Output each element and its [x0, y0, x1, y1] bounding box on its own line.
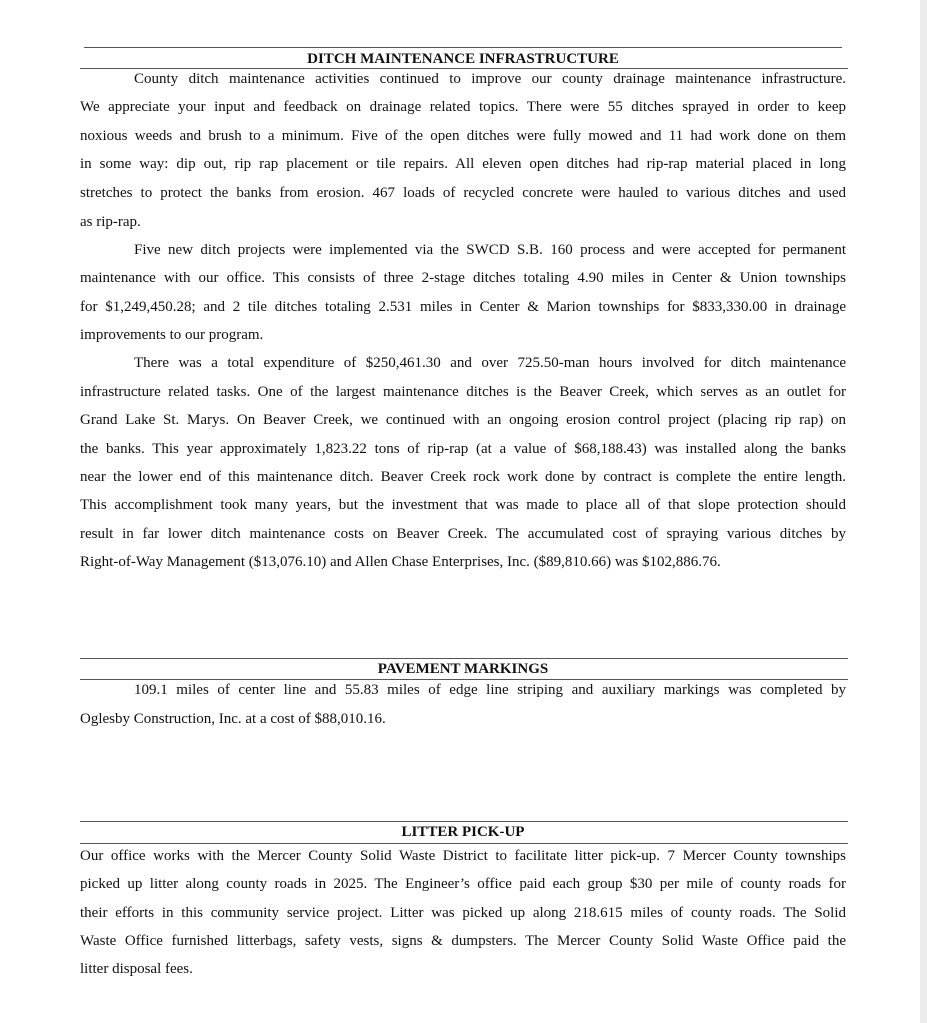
paragraph-line: litter disposal fees.: [80, 961, 193, 977]
paragraph-line: as rip-rap.: [80, 214, 141, 230]
paragraph-line: There was a total expenditure of $250,461.30 and over 725.50-man hours involved for ditch maintenance: [134, 355, 846, 371]
paragraph-line: This accomplishment took many years, but the investment that was made to place all of that slope protection should: [80, 497, 846, 513]
paragraph-line: Oglesby Construction, Inc. at a cost of $88,010.16.: [80, 711, 386, 727]
paragraph-line: 109.1 miles of center line and 55.83 miles of edge line striping and auxiliary markings was completed by: [134, 682, 846, 698]
paragraph-line: improvements to our program.: [80, 327, 264, 343]
paragraph-line: near the lower end of this maintenance ditch. Beaver Creek rock work done by contract is complete the entire length.: [80, 469, 846, 485]
section-rule: [80, 658, 848, 659]
paragraph-line: for $1,249,450.28; and 2 tile ditches totaling 2.531 miles in Center & Marion townships for $833,330.00 in drainage: [80, 299, 846, 315]
paragraph-line: noxious weeds and brush to a minimum. Five of the open ditches were fully mowed and 11 had work done on them: [80, 128, 846, 144]
paragraph-line: Five new ditch projects were implemented via the SWCD S.B. 160 process and were accepted for permanent: [134, 242, 846, 258]
paragraph-line: Grand Lake St. Marys. On Beaver Creek, we continued with an ongoing erosion control project (placing rip rap) on: [80, 412, 846, 428]
section-heading-pavement: PAVEMENT MARKINGS: [377, 661, 549, 677]
paragraph-line: We appreciate your input and feedback on drainage related topics. There were 55 ditches sprayed in order to keep: [80, 99, 846, 115]
paragraph-line: Waste Office furnished litterbags, safety vests, signs & dumpsters. The Mercer County Solid Waste Office paid the: [80, 933, 846, 949]
paragraph-line: County ditch maintenance activities continued to improve our county drainage maintenance infrastructure.: [134, 71, 846, 87]
paragraph-line: picked up litter along county roads in 2025. The Engineer’s office paid each group $30 per mile of county roads for: [80, 876, 846, 892]
paragraph-line: result in far lower ditch maintenance costs on Beaver Creek. The accumulated cost of spraying various ditches by: [80, 526, 846, 542]
scrollbar-track[interactable]: [920, 0, 927, 1023]
paragraph-line: the banks. This year approximately 1,823.22 tons of rip-rap (at a value of $68,188.43) was installed along the banks: [80, 441, 846, 457]
paragraph-line: stretches to protect the banks from erosion. 467 loads of recycled concrete were hauled to various ditches and used: [80, 185, 846, 201]
section-rule: [80, 843, 848, 844]
section-heading-litter: LITTER PICK-UP: [401, 824, 525, 840]
paragraph-line: Our office works with the Mercer County Solid Waste District to facilitate litter pick-up. 7 Mercer County townships: [80, 848, 846, 864]
paragraph-line: infrastructure related tasks. One of the largest maintenance ditches is the Beaver Creek, which serves as an outlet for: [80, 384, 846, 400]
paragraph-line: their efforts in this community service project. Litter was picked up along 218.615 miles of county roads. The Solid: [80, 905, 846, 921]
paragraph-line: in some way: dip out, rip rap placement or tile repairs. All eleven open ditches had rip-rap material placed in long: [80, 156, 846, 172]
paragraph-line: maintenance with our office. This consists of three 2-stage ditches totaling 4.90 miles in Center & Union townships: [80, 270, 846, 286]
section-rule: [80, 821, 848, 822]
section-rule: [84, 47, 842, 48]
section-heading-ditch: DITCH MAINTENANCE INFRASTRUCTURE: [307, 51, 619, 67]
paragraph-line: Right-of-Way Management ($13,076.10) and Allen Chase Enterprises, Inc. ($89,810.66) was $102,886.76.: [80, 554, 721, 570]
